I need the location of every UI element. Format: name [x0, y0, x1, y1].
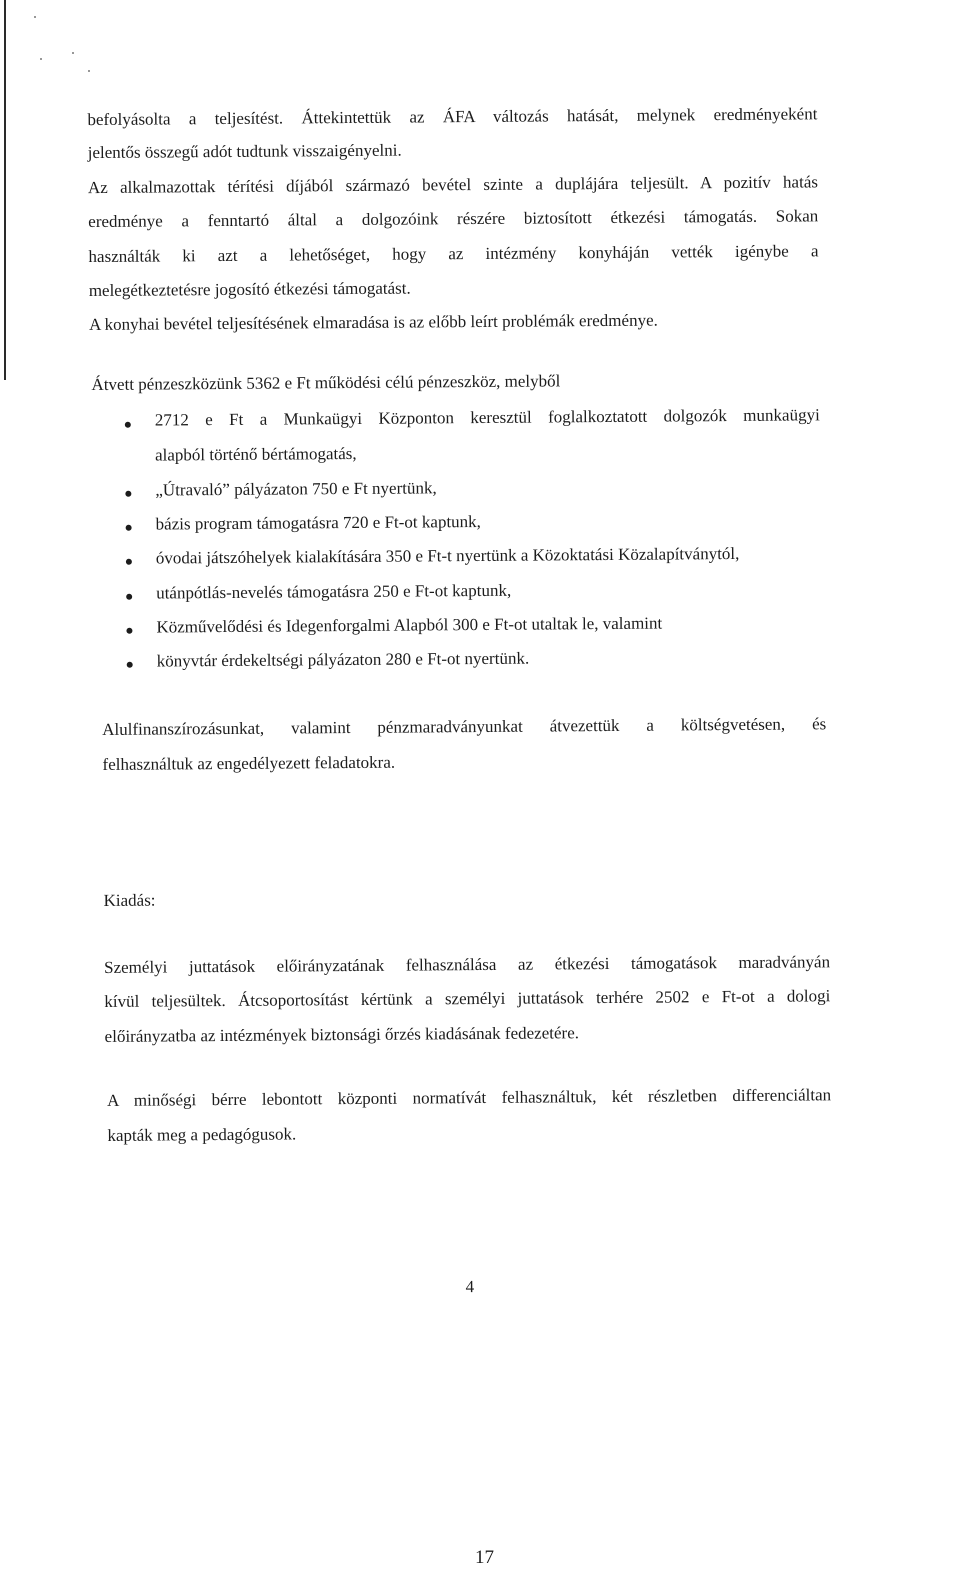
list-item: „Útravaló” pályázaton 750 e Ft nyertünk, — [155, 478, 437, 500]
paragraph-line: kívül teljesültek. Átcsoportosítást kértünk a személyi juttatások terhére 2502 e Ft-ot a dologi — [104, 986, 831, 1011]
list-item-continuation: alapból történő bértámogatás, — [154, 443, 357, 465]
paragraph-line: Alulfinanszírozásunkat, valamint pénzmaradványunkat átvezettük a költségvetésen, és — [102, 714, 827, 739]
bullet-dot — [125, 491, 131, 497]
paragraph-line: melegétkeztetésre jogosító étkezési támogatást. — [88, 278, 411, 301]
paragraph-line: Az alkalmazottak térítési díjából származó bevétel szinte a duplájára teljesült. A pozitív hatás — [87, 172, 819, 198]
list-item: bázis program támogatásra 720 e Ft-ot kaptunk, — [155, 511, 481, 534]
paragraph-line: használták ki azt a lehetőséget, hogy az intézmény konyháján vették igénybe a — [88, 241, 819, 267]
paragraph-line: Személyi juttatások előirányzatának felhasználása az étkezési támogatások maradványán — [104, 952, 831, 977]
paragraph-line: befolyásolta a teljesítést. Áttekintettük az ÁFA változás hatását, melynek eredményeként — [87, 104, 818, 130]
paragraph-line: jelentős összegű adót tudtunk visszaigényelni. — [87, 140, 402, 163]
paragraph-line: A konyhai bevétel teljesítésének elmaradása is az előbb leírt problémák eredménye. — [88, 310, 658, 335]
paragraph-line: A minőségi bérre lebontott központi normatívát felhasználtuk, két részletben differenciáltan — [107, 1085, 832, 1110]
bullet-dot — [125, 422, 131, 428]
paragraph-line: kapták meg a pedagógusok. — [107, 1124, 297, 1145]
section-heading: Kiadás: — [103, 890, 156, 910]
bullet-dot — [126, 594, 132, 600]
paragraph-line: eredménye a fenntartó által a dolgozóink részére biztosított étkezési támogatás. Sokan — [88, 206, 819, 232]
paragraph-line: felhasználtuk az engedélyezett feladatokra. — [102, 752, 396, 774]
bullet-dot — [126, 559, 132, 565]
bullet-dot — [126, 525, 132, 531]
list-item: óvodai játszóhelyek kialakítására 350 e Ft-t nyertünk a Közoktatási Közalapítványtól, — [155, 543, 740, 568]
page-number-outer: 17 — [475, 1547, 494, 1568]
list-item: 2712 e Ft a Munkaügyi Központon keresztül foglalkoztatott dolgozók munkaügyi — [154, 405, 820, 430]
list-item: könyvtár érdekeltségi pályázaton 280 e Ft-ot nyertünk. — [156, 648, 530, 671]
page-number-inner: 4 — [465, 1277, 475, 1297]
list-item: utánpótlás-nevelés támogatásra 250 e Ft-ot kaptunk, — [156, 580, 512, 603]
paragraph-line: előirányzatba az intézmények biztonsági őrzés kiadásának fedezetére. — [104, 1023, 580, 1046]
list-item: Közművelődési és Idegenforgalmi Alapból 300 e Ft-ot utaltak le, valamint — [156, 613, 663, 637]
funds-intro: Átvett pénzeszközünk 5362 e Ft működési célú pénzeszköz, melyből — [91, 371, 561, 395]
bullet-dot — [127, 662, 133, 668]
bullet-dot — [126, 628, 132, 634]
